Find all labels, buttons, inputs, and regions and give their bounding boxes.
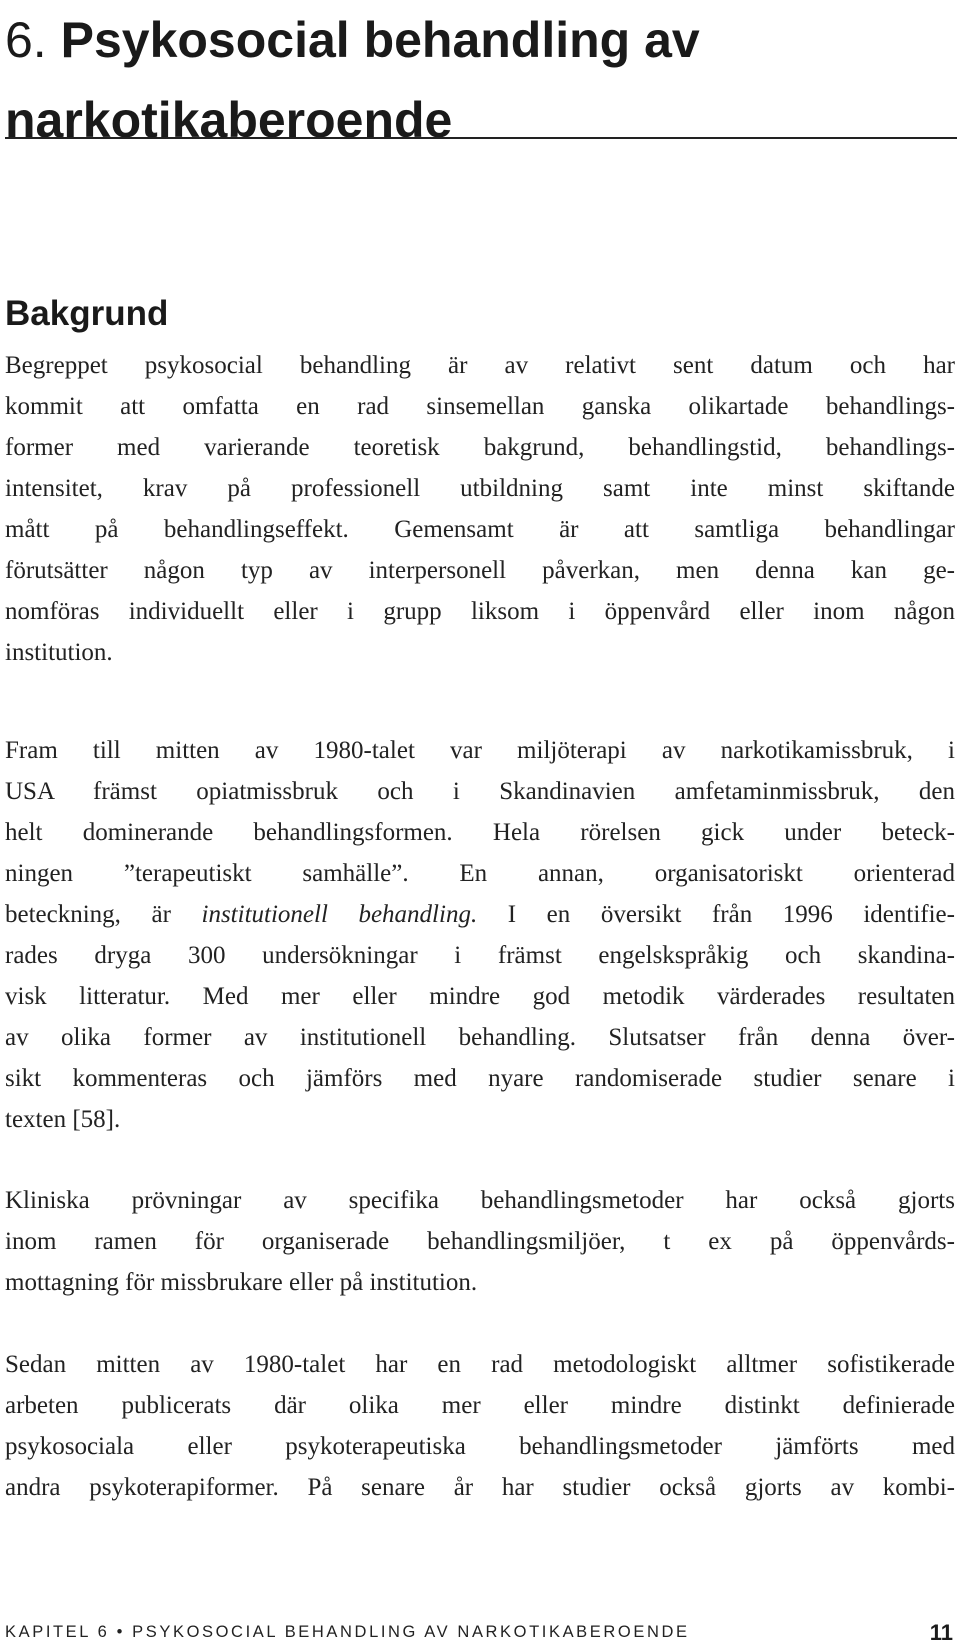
paragraph-line: USA främst opiatmissbruk och i Skandinavien amfetaminmissbruk, den: [5, 778, 955, 805]
chapter-number: 6.: [5, 12, 47, 68]
paragraph-2: [5, 730, 955, 1140]
paragraph-line: intensitet, krav på professionell utbildning samt inte minst skiftande: [5, 475, 955, 502]
paragraph-line: Kliniska prövningar av specifika behandlingsmetoder har också gjorts: [5, 1187, 955, 1214]
paragraph-3: [5, 1180, 955, 1303]
section-heading: Bakgrund: [5, 294, 169, 333]
paragraph-1: [5, 345, 955, 673]
paragraph-line: kommit att omfatta en rad sinsemellan ganska olikartade behandlings-: [5, 393, 955, 420]
line-text-after-italic: I en översikt från 1996 identifie-: [477, 901, 955, 928]
paragraph-line: rades dryga 300 undersökningar i främst engelskspråkig och skandina-: [5, 942, 955, 969]
paragraph-line: andra psykoterapiformer. På senare år har studier också gjorts av kombi-: [5, 1474, 955, 1501]
running-head: KAPITEL 6 • PSYKOSOCIAL BEHANDLING AV NARKOTIKABEROENDE: [5, 1623, 690, 1641]
line-text-before-italic: beteckning, är: [5, 901, 202, 928]
paragraph-line: mått på behandlingseffekt. Gemensamt är att samtliga behandlingar: [5, 516, 955, 543]
paragraph-line: psykosociala eller psykoterapeutiska behandlingsmetoder jämförts med: [5, 1433, 955, 1460]
paragraph-line: av olika former av institutionell behandling. Slutsatser från denna över-: [5, 1024, 955, 1051]
paragraph-4: [5, 1344, 955, 1508]
paragraph-line: institution.: [5, 639, 113, 666]
paragraph-line: Sedan mitten av 1980-talet har en rad metodologiskt alltmer sofistikerade: [5, 1351, 955, 1378]
paragraph-line: Begreppet psykosocial behandling är av relativt sent datum och har: [5, 352, 955, 379]
paragraph-line: nomföras individuellt eller i grupp liksom i öppenvård eller inom någon: [5, 598, 955, 625]
italic-term: institutionell behandling.: [201, 901, 478, 928]
paragraph-line-with-italic: [5, 894, 955, 935]
paragraph-line: visk litteratur. Med mer eller mindre god metodik värderades resultaten: [5, 983, 955, 1010]
page-footer: [5, 1620, 955, 1644]
chapter-title: [5, 0, 945, 160]
paragraph-line: texten [58].: [5, 1106, 121, 1133]
paragraph-line: ningen ”terapeutiskt samhälle”. En annan, organisatoriskt orienterad: [5, 860, 955, 887]
paragraph-line: mottagning för missbrukare eller på institution.: [5, 1269, 478, 1296]
paragraph-line: Fram till mitten av 1980-talet var miljöterapi av narkotikamissbruk, i: [5, 737, 955, 764]
chapter-title-text-1: Psykosocial behandling av: [60, 12, 700, 68]
paragraph-line: helt dominerande behandlingsformen. Hela rörelsen gick under beteck-: [5, 819, 955, 846]
paragraph-line: arbeten publicerats där olika mer eller mindre distinkt definierade: [5, 1392, 955, 1419]
chapter-title-line-2: narkotikaberoende: [5, 92, 453, 148]
paragraph-line: förutsätter någon typ av interpersonell påverkan, men denna kan ge-: [5, 557, 955, 584]
page-number: 11: [929, 1620, 953, 1645]
paragraph-line: inom ramen för organiserade behandlingsmiljöer, t ex på öppenvårds-: [5, 1228, 955, 1255]
title-divider: [5, 137, 957, 139]
paragraph-line: sikt kommenteras och jämförs med nyare randomiserade studier senare i: [5, 1065, 955, 1092]
paragraph-line: former med varierande teoretisk bakgrund, behandlingstid, behandlings-: [5, 434, 955, 461]
chapter-title-line-1: [5, 0, 945, 80]
